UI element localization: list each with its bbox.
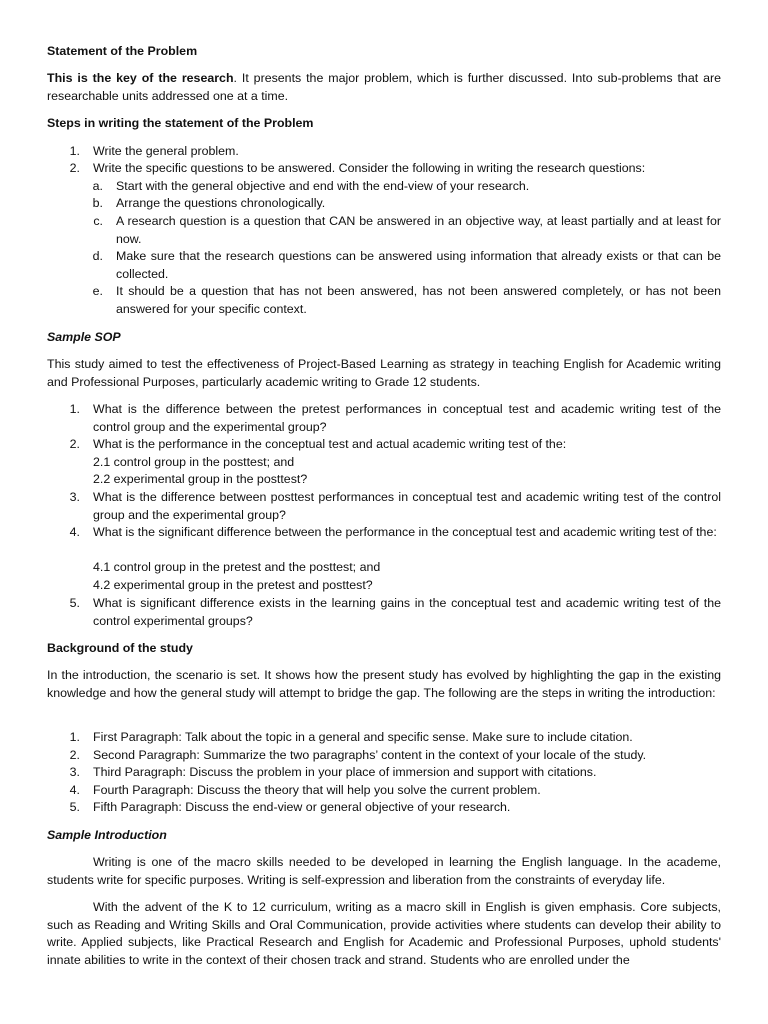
substep-item: Make sure that the research questions can be answered using information that already exists or that can be collected. xyxy=(116,249,721,281)
intro-step-number: 2. xyxy=(69,748,80,762)
question-item: What is significant difference exists in the learning gains in the conceptual test and academic writing test of the control experimental groups? xyxy=(93,596,721,628)
substep-letter: a. xyxy=(92,179,103,193)
step-item: Write the general problem. xyxy=(93,144,239,158)
intro-step-number: 1. xyxy=(69,730,80,744)
substep-item: Start with the general objective and end with the end-view of your research. xyxy=(116,179,530,193)
steps-heading: Steps in writing the statement of the Problem xyxy=(47,116,314,130)
question-number: 3. xyxy=(69,490,80,504)
substep-letter: c. xyxy=(93,214,103,228)
background-heading: Background of the study xyxy=(47,641,193,655)
question-subitem: 2.2 experimental group in the posttest? xyxy=(93,472,308,486)
question-subitem: 4.1 control group in the pretest and the posttest; and xyxy=(93,560,381,574)
substep-item: It should be a question that has not been answered, has not been answered completely, or has not been answered for your specific context. xyxy=(116,284,721,316)
intro-step-item: Third Paragraph: Discuss the problem in your place of immersion and support with citations. xyxy=(93,765,597,779)
step-number: 1. xyxy=(69,144,80,158)
intro-step-item: Fourth Paragraph: Discuss the theory that will help you solve the current problem. xyxy=(93,783,541,797)
sample-sop-heading: Sample SOP xyxy=(47,330,121,344)
sop-intro-bold: This is the key of the research xyxy=(47,71,234,85)
intro-step-number: 3. xyxy=(69,765,80,779)
intro-step-item: Fifth Paragraph: Discuss the end-view or general objective of your research. xyxy=(93,800,511,814)
intro-step-number: 5. xyxy=(69,800,80,814)
question-number: 2. xyxy=(69,437,80,451)
sample-intro-heading: Sample Introduction xyxy=(47,828,167,842)
sop-intro-paragraph xyxy=(47,70,721,105)
question-item: What is the difference between the pretest performances in conceptual test and academic writing test of the control group and the experimental group? xyxy=(93,402,721,434)
question-number: 1. xyxy=(69,402,80,416)
intro-step-item: Second Paragraph: Summarize the two paragraphs’ content in the context of your locale of the study. xyxy=(93,748,647,762)
question-number: 4. xyxy=(69,525,80,539)
substep-item: A research question is a question that CAN be answered in an objective way, at least partially and at least for now. xyxy=(116,214,721,246)
background-paragraph: In the introduction, the scenario is set. It shows how the present study has evolved by highlighting the gap in the existing knowledge and how the general study will attempt to bridge the gap. The following are the steps in writing the introduction: xyxy=(47,668,721,700)
substep-letter: d. xyxy=(92,249,103,263)
question-number: 5. xyxy=(69,596,80,610)
substep-item: Arrange the questions chronologically. xyxy=(116,196,326,210)
sample-intro-paragraph-1: Writing is one of the macro skills needed to be developed in learning the English language. In the academe, students write for specific purposes. Writing is self-expression and liberation from the constraints of everyday life. xyxy=(47,855,721,887)
intro-step-number: 4. xyxy=(69,783,80,797)
sop-intro-rest: . It presents the major problem, which is further discussed. Into sub-problems that are researchable units addressed one at a time. xyxy=(47,71,721,103)
question-subitem: 2.1 control group in the posttest; and xyxy=(93,455,295,469)
step-item: Write the specific questions to be answered. Consider the following in writing the research questions: xyxy=(93,161,646,175)
question-item: What is the difference between posttest performances in conceptual test and academic writing test of the control group and the experimental group? xyxy=(93,490,721,522)
question-item: What is the performance in the conceptual test and actual academic writing test of the: xyxy=(93,437,567,451)
substep-letter: b. xyxy=(92,196,103,210)
question-item: What is the significant difference between the performance in the conceptual test and academic writing test of the: xyxy=(93,525,717,539)
substep-letter: e. xyxy=(92,284,103,298)
sample-intro-paragraph-2: With the advent of the K to 12 curriculum, writing as a macro skill in English is given emphasis. Core subjects, such as Reading and Writing Skills and Oral Communication, provide activities where students can develop their ability to write. Applied subjects, like Practical Research and English for Academic and Professional Purposes, uphold students' innate abilities to write in the context of their chosen track and strand. Students who are enrolled under the xyxy=(47,900,721,967)
sop-heading: Statement of the Problem xyxy=(47,44,198,58)
intro-step-item: First Paragraph: Talk about the topic in a general and specific sense. Make sure to include citation. xyxy=(93,730,633,744)
question-subitem: 4.2 experimental group in the pretest and posttest? xyxy=(93,578,373,592)
sample-sop-paragraph: This study aimed to test the effectiveness of Project-Based Learning as strategy in teaching English for Academic writing and Professional Purposes, particularly academic writing to Grade 12 students. xyxy=(47,357,721,389)
step-number: 2. xyxy=(69,161,80,175)
